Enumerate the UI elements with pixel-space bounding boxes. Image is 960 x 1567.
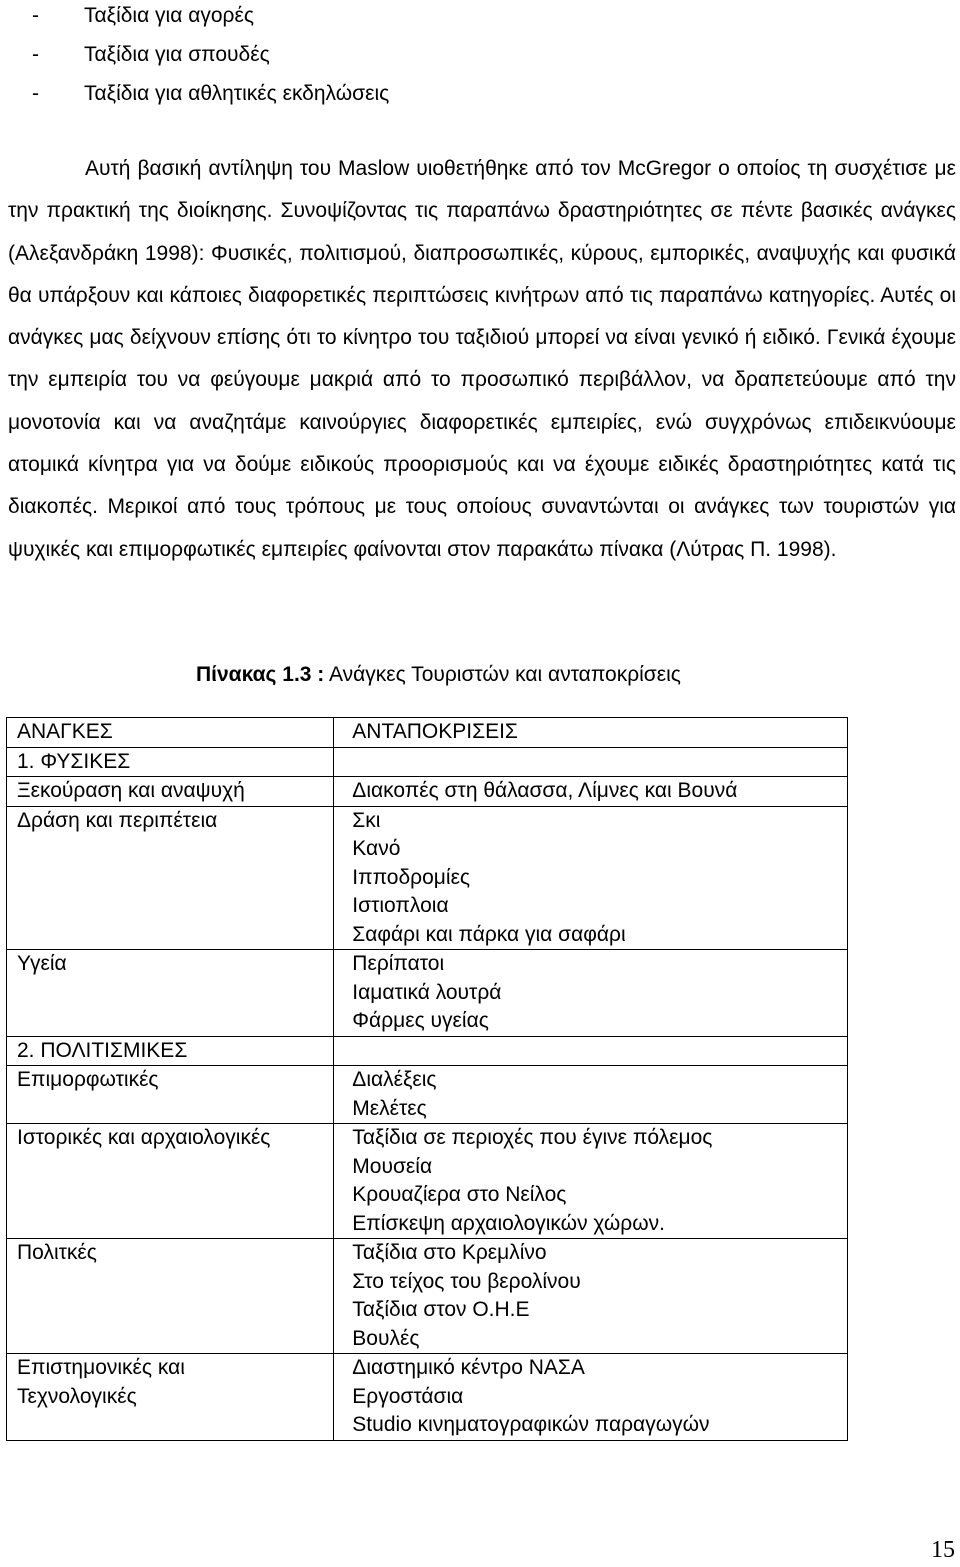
need-cell bbox=[7, 1239, 334, 1354]
response-line: Μελέτες bbox=[352, 1096, 427, 1120]
need-cell bbox=[7, 1124, 334, 1239]
bullet-list bbox=[32, 0, 389, 113]
response-cell bbox=[334, 1354, 848, 1441]
response-line: Ταξίδια στο Κρεμλίνο bbox=[352, 1241, 547, 1264]
response-line: Εργοστάσια bbox=[352, 1384, 464, 1408]
response-line: Διαλέξεις bbox=[352, 1068, 437, 1091]
response-line: Επίσκεψη αρχαιολογικών χώρων. bbox=[352, 1211, 665, 1235]
table-row bbox=[7, 806, 848, 950]
need-cell bbox=[7, 806, 334, 950]
response-line: Ιστιοπλοια bbox=[352, 894, 449, 917]
need-cell bbox=[7, 777, 334, 807]
response-line: Σαφάρι και πάρκα για σαφάρι bbox=[352, 922, 626, 946]
caption-label: Πίνακας 1.3 : bbox=[196, 663, 325, 686]
response-cell bbox=[334, 1239, 848, 1354]
response-cell bbox=[334, 777, 848, 807]
response-line bbox=[352, 748, 837, 777]
response-line: Βουλές bbox=[352, 1326, 420, 1350]
table-caption bbox=[196, 655, 681, 695]
table-row bbox=[7, 747, 848, 777]
response-line: Ταξίδια σε περιοχές που έγινε πόλεμος bbox=[352, 1126, 713, 1149]
response-cell bbox=[334, 1124, 848, 1239]
need-cell bbox=[7, 747, 334, 777]
body-paragraph bbox=[8, 148, 956, 571]
response-cell bbox=[334, 806, 848, 950]
header-responses: ΑΝΤΑΠΟΚΡΙΣΕΙΣ bbox=[334, 718, 848, 748]
paragraph-text: Αυτή βασική αντίληψη του Maslow υιοθετήθηκε από τον McGregor ο οποίος τη συσχέτισε με την πρακτική της διοίκησης. Συνοψίζοντας τις παραπάνω δραστηριότητες σε πέντε βασικές ανάγκες (Αλεξανδράκη 1998): Φυσικές, πολιτισμού, διαπροσωπικές, κύρους, εμπορικές, αναψυχής και φυσικά θα υπάρξουν και κάποιες διαφορετικές περιπτώσεις κινήτρων από τις παραπάνω κατηγορίες. Αυτές οι ανάγκες μας δείχνουν επίσης ότι το κίνητρο του ταξιδιού μπορεί να είναι γενικό ή ειδικό. Γενικά έχουμε την εμπειρία του να φεύγουμε μακριά από το προσωπικό περιβάλλον, να δραπετεύουμε από την μονοτονία και να αναζητάμε καινούργιες διαφορετικές εμπειρίες, ενώ συγχρόνως επιδεικνύουμε ατομικά κίνητρα για να δούμε ειδικούς προορισμούς και να έχουμε ειδικές δραστηριότητες κατά τις διακοπές. Μερικοί από τους τρόπους με τους οποίους συναντώνται οι ανάγκες των τουριστών για ψυχικές και επιμορφωτικές εμπειρίες φαίνονται στον παρακάτω πίνακα (Λύτρας Π. 1998). bbox=[8, 157, 956, 561]
need-line: 1. ΦΥΣΙΚΕΣ bbox=[17, 749, 131, 773]
bullet-text: Ταξίδια για αγορές bbox=[84, 4, 254, 27]
response-line: Στο τείχος του βερολίνου bbox=[352, 1269, 581, 1293]
need-line: 2. ΠΟΛΙΤΙΣΜΙΚΕΣ bbox=[17, 1038, 188, 1062]
caption-text: Ανάγκες Τουριστών και ανταποκρίσεις bbox=[324, 663, 681, 686]
list-item: - Ταξίδια για αθλητικές εκδηλώσεις bbox=[32, 74, 389, 113]
page-number: 15 bbox=[931, 1537, 955, 1563]
need-line: Δράση και περιπέτεια bbox=[17, 808, 218, 832]
need-line: Επιστημονικές και bbox=[17, 1356, 185, 1379]
response-line: Μουσεία bbox=[352, 1154, 433, 1178]
response-line: Φάρμες υγείας bbox=[352, 1009, 489, 1032]
need-cell bbox=[7, 950, 334, 1037]
response-cell bbox=[334, 1036, 848, 1066]
table-row bbox=[7, 1124, 848, 1239]
table-row bbox=[7, 777, 848, 807]
response-line: Διαστημικό κέντρο ΝΑΣΑ bbox=[352, 1356, 585, 1379]
need-cell bbox=[7, 1036, 334, 1066]
table-row bbox=[7, 1239, 848, 1354]
response-line: Διακοπές στη θάλασσα, Λίμνες και Βουνά bbox=[352, 779, 738, 802]
table-row bbox=[7, 1066, 848, 1124]
need-line: Πολιτκές bbox=[17, 1241, 97, 1264]
need-line: Υγεία bbox=[17, 952, 67, 975]
needs-table bbox=[6, 717, 848, 1441]
need-line: Τεχνολογικές bbox=[17, 1384, 137, 1408]
response-cell bbox=[334, 1066, 848, 1124]
response-line: Studio κινηματογραφικών παραγωγών bbox=[352, 1413, 710, 1436]
response-line: Ιαματικά λουτρά bbox=[352, 980, 502, 1004]
need-line: Ξεκούραση και αναψυχή bbox=[17, 779, 245, 802]
list-item: - Ταξίδια για αγορές bbox=[32, 0, 389, 35]
need-line: Ιστορικές και αρχαιολογικές bbox=[17, 1126, 271, 1149]
need-cell bbox=[7, 1354, 334, 1441]
need-line: Επιμορφωτικές bbox=[17, 1068, 159, 1091]
response-line: Σκι bbox=[352, 808, 381, 832]
table-header-row bbox=[7, 718, 848, 748]
need-cell bbox=[7, 1066, 334, 1124]
response-cell bbox=[334, 747, 848, 777]
table-row bbox=[7, 950, 848, 1037]
response-line: Κανό bbox=[352, 837, 401, 860]
table-row bbox=[7, 1036, 848, 1066]
response-line bbox=[352, 1037, 837, 1066]
response-line: Περίπατοι bbox=[352, 952, 445, 975]
response-line: Κρουαζίερα στο Νείλος bbox=[352, 1183, 567, 1206]
bullet-text: Ταξίδια για αθλητικές εκδηλώσεις bbox=[84, 82, 390, 105]
response-line: Ιπποδρομίες bbox=[352, 865, 471, 889]
list-item: - Ταξίδια για σπουδές bbox=[32, 35, 389, 74]
table-row bbox=[7, 1354, 848, 1441]
response-cell bbox=[334, 950, 848, 1037]
response-line: Ταξίδια στον Ο.Η.Ε bbox=[352, 1298, 530, 1321]
header-needs: ΑΝΑΓΚΕΣ bbox=[7, 718, 334, 748]
bullet-text: Ταξίδια για σπουδές bbox=[84, 43, 270, 66]
